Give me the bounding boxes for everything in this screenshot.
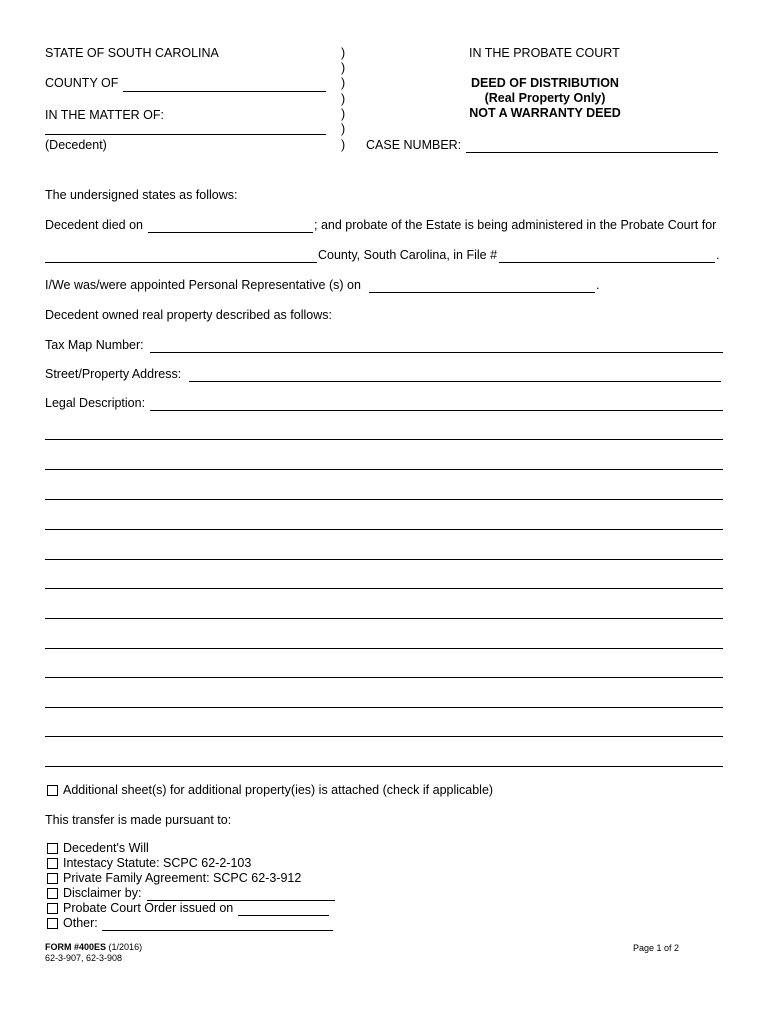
legal-description-line[interactable] xyxy=(45,469,723,470)
court-label: IN THE PROBATE COURT xyxy=(469,46,620,60)
legal-description-line[interactable] xyxy=(45,707,723,708)
decedent-label: (Decedent) xyxy=(45,138,107,152)
paren: ) xyxy=(341,46,346,60)
legal-description-line[interactable] xyxy=(45,588,723,589)
tax-map-field[interactable] xyxy=(150,338,723,353)
county-label: COUNTY OF xyxy=(45,76,119,90)
intestacy-option-label: Intestacy Statute: SCPC 62-2-103 xyxy=(63,856,252,870)
court-order-checkbox[interactable] xyxy=(47,903,58,914)
legal-description-line[interactable] xyxy=(45,559,723,560)
property-intro: Decedent owned real property described as follows: xyxy=(45,308,332,322)
form-subtitle: (Real Property Only) xyxy=(484,91,606,105)
other-checkbox[interactable] xyxy=(47,918,58,929)
form-id xyxy=(45,942,142,952)
other-option-label: Other: xyxy=(63,916,98,930)
paren: ) xyxy=(341,92,346,106)
additional-sheets-checkbox[interactable] xyxy=(47,785,58,796)
appointment-date-field[interactable] xyxy=(369,278,595,293)
court-order-option-label: Probate Court Order issued on xyxy=(63,901,234,915)
died-on-label: Decedent died on xyxy=(45,218,143,232)
legal-description-line[interactable] xyxy=(45,648,723,649)
county-text: County, South Carolina, in File # xyxy=(318,248,498,262)
warranty-notice: NOT A WARRANTY DEED xyxy=(469,106,621,120)
legal-description-line[interactable] xyxy=(45,529,723,530)
paren: ) xyxy=(341,107,346,121)
legal-description-field[interactable] xyxy=(150,396,723,411)
case-number-field[interactable] xyxy=(466,138,718,153)
family-agreement-option-label: Private Family Agreement: SCPC 62-3-912 xyxy=(63,871,302,885)
other-field[interactable] xyxy=(102,916,333,931)
court-order-date-field[interactable] xyxy=(238,901,329,916)
legal-description-line[interactable] xyxy=(45,736,723,737)
street-address-label: Street/Property Address: xyxy=(45,367,182,381)
additional-sheets-label: Additional sheet(s) for additional property(ies) is attached (check if applicable) xyxy=(63,783,494,797)
period: . xyxy=(596,278,600,292)
form-number: FORM #400ES xyxy=(45,942,107,952)
will-checkbox[interactable] xyxy=(47,843,58,854)
paren: ) xyxy=(341,122,346,136)
disclaimer-field[interactable] xyxy=(147,886,335,901)
legal-description-line[interactable] xyxy=(45,439,723,440)
date-of-death-field[interactable] xyxy=(148,218,313,233)
paren: ) xyxy=(341,61,346,75)
probate-text: ; and probate of the Estate is being administered in the Probate Court for xyxy=(314,218,717,232)
form-title: DEED OF DISTRIBUTION xyxy=(471,76,619,90)
paren: ) xyxy=(341,138,346,152)
street-address-field[interactable] xyxy=(189,367,721,382)
period: . xyxy=(716,248,720,262)
county-field[interactable] xyxy=(123,77,326,92)
file-number-field[interactable] xyxy=(499,248,715,263)
intro-text: The undersigned states as follows: xyxy=(45,188,238,202)
form-date: (1/2016) xyxy=(108,942,143,952)
family-agreement-checkbox[interactable] xyxy=(47,873,58,884)
disclaimer-checkbox[interactable] xyxy=(47,888,58,899)
legal-description-line[interactable] xyxy=(45,677,723,678)
tax-map-label: Tax Map Number: xyxy=(45,338,144,352)
will-option-label: Decedent's Will xyxy=(63,841,149,855)
legal-description-line[interactable] xyxy=(45,766,723,767)
legal-description-line[interactable] xyxy=(45,618,723,619)
page-number: Page 1 of 2 xyxy=(633,943,680,953)
matter-label: IN THE MATTER OF: xyxy=(45,108,164,122)
appointed-label: I/We was/were appointed Personal Representative (s) on xyxy=(45,278,361,292)
state-label: STATE OF SOUTH CAROLINA xyxy=(45,46,219,60)
disclaimer-option-label: Disclaimer by: xyxy=(63,886,142,900)
legal-description-label: Legal Description: xyxy=(45,396,146,410)
case-number-label: CASE NUMBER: xyxy=(366,138,462,152)
probate-county-field[interactable] xyxy=(45,248,317,263)
decedent-name-field[interactable] xyxy=(45,120,326,135)
paren: ) xyxy=(341,76,346,90)
statute-references: 62-3-907, 62-3-908 xyxy=(45,953,123,963)
transfer-heading: This transfer is made pursuant to: xyxy=(45,813,232,827)
intestacy-checkbox[interactable] xyxy=(47,858,58,869)
legal-description-line[interactable] xyxy=(45,499,723,500)
